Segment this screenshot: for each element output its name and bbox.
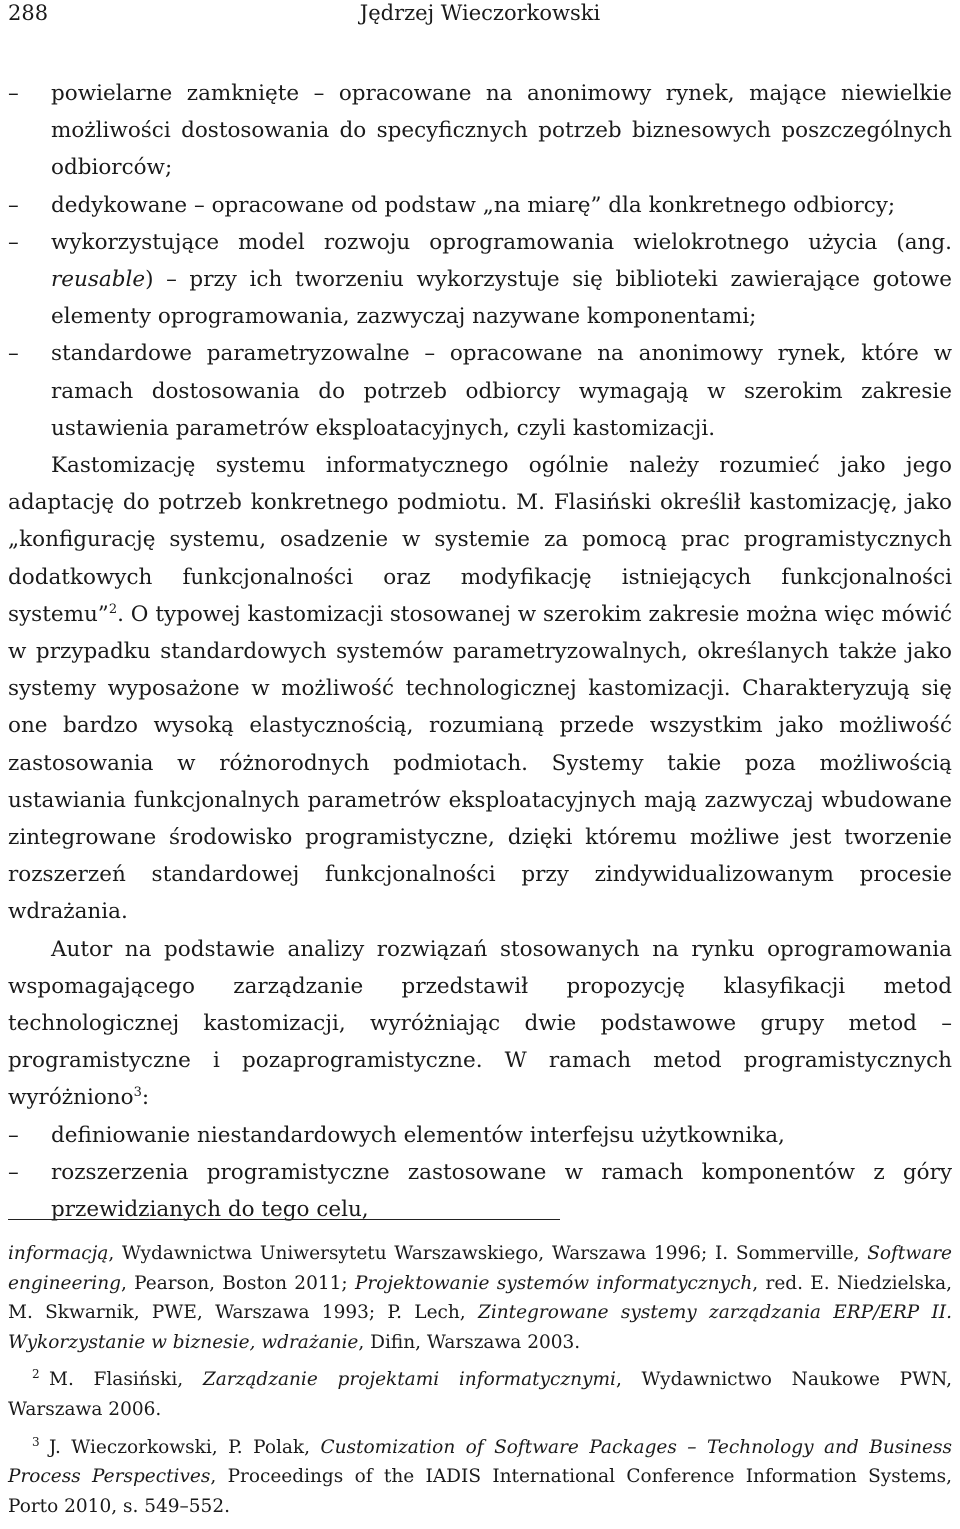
paragraph: [8, 931, 952, 1117]
list-item-text: wykorzystujące model rozwoju oprogramowania wielokrotnego użycia (ang.: [51, 229, 952, 255]
footnote-reference[interactable]: 2: [108, 601, 118, 617]
paragraph-text: :: [141, 1085, 150, 1111]
list-item: [8, 335, 952, 447]
footnote-text: , red. E. Niedzielska, M. Skwarnik, PWE, Warszawa 1993; P. Lech,: [8, 1272, 953, 1324]
footnote-text: , Wydawnictwa Uniwersytetu Warszawskiego, Warszawa 1996; I. Sommerville,: [108, 1243, 868, 1264]
footnote-reference[interactable]: 3: [133, 1085, 142, 1101]
classification-list: [8, 75, 952, 447]
paragraph-text: . O typowej kastomizacji stosowanej w szerokim zakresie można więc mówić w przypadku standardowych systemów parametryzowalnych, określanych także jako systemy wyposażone w możliwość technologicznej kastomizacji. Charakteryzują się one bardzo wysoką elastycznością, rozumianą przede wszystkim jako możliwość zastosowania w różnorodnych podmiotach. Systemy takie poza możliwością ustawiania funkcjonalnych parametrów eksploatacyjnych mają zazwyczaj wbudowane zintegrowane środowisko programistyczne, dzięki któremu możliwe jest tworzenie rozszerzeń standardowej funkcjonalności przy zindywidualizowanym procesie wdrażania.: [8, 601, 952, 925]
footnotes: [8, 1239, 952, 1529]
footnote-text: Software engineering: [8, 1243, 952, 1294]
list-item-text: definiowanie niestandardowych elementów interfejsu użytkownika,: [51, 1122, 785, 1148]
footnote-3: 3 J. Wieczorkowski, P. Polak, Customization of Software Packages – Technology and Business Process Perspectives, Proceedings of the IADIS International Conference Information Systems, Porto 2010, s. 549–552.: [8, 1434, 952, 1517]
body-text: [8, 75, 952, 1228]
paragraph-text: Autor na podstawie analizy rozwiązań stosowanych na rynku oprogramowania wspomagającego zarządzanie przedstawił propozycję klasyfikacji metod technologicznej kastomizacji, wyróżniając dwie podstawowe grupy metod – programistyczne i pozaprogramistyczne. W ramach metod programistycznych wyróżniono: [8, 936, 952, 1111]
footnote-text: , Difin, Warszawa 2003.: [358, 1331, 581, 1353]
footnote-text: , Pearson, Boston 2011;: [120, 1272, 355, 1294]
paragraph-text: Kastomizację systemu informatycznego ogólnie należy rozumieć jako jego adaptację do potrzeb konkretnego podmiotu. M. Flasiński określił kastomizację, jako „konfigurację systemu, osadzenie w systemie za pomocą prac programistycznych dodatkowych funkcjonalności oraz modyfikację istniejących funkcjonalności systemu”: [8, 453, 952, 627]
page-header: [0, 0, 960, 30]
list-item: [8, 1154, 952, 1228]
italic-term: reusable: [51, 267, 146, 293]
list-item-text: dedykowane – opracowane od podstaw „na miarę” dla konkretnego odbiorcy;: [51, 192, 896, 218]
footnote-continued: [8, 1239, 952, 1357]
footnote-text: , Wydawnictwo Naukowe PWN, Warszawa 2006.: [8, 1369, 952, 1420]
footnote-text: Projektowanie systemów informatycznych: [354, 1272, 753, 1294]
paragraph: [8, 447, 952, 931]
footnote-text: M. Flasiński,: [49, 1369, 203, 1391]
footnote-text: J. Wieczorkowski, P. Polak,: [49, 1436, 321, 1458]
footnote-text: Zintegrowane systemy zarządzania ERP/ERP II. Wykorzystanie w biznesie, wdrażanie: [8, 1302, 952, 1353]
footnote-text: Customization of Software Packages – Technology and Business Process Perspectives: [8, 1436, 952, 1488]
method-list: [8, 1117, 952, 1229]
running-head: Jędrzej Wieczorkowski: [359, 1, 601, 25]
footnote-text: informacją: [8, 1243, 109, 1264]
list-item-text: rozszerzenia programistyczne zastosowane w ramach komponentów z góry przewidzianych do tego celu,: [51, 1159, 952, 1223]
list-item: [8, 1117, 952, 1154]
footnote-2: 2 M. Flasiński, Zarządzanie projektami informatycznymi, Wydawnictwo Naukowe PWN, Warszawa 2006.: [8, 1367, 952, 1420]
list-item: [8, 224, 952, 336]
footnote-text: Zarządzanie projektami informatycznymi: [202, 1369, 616, 1391]
list-item-text: ) – przy ich tworzeniu wykorzystuje się biblioteki zawierające gotowe elementy oprogramowania, zazwyczaj nazywane komponentami;: [51, 267, 952, 330]
footnote-text: , Proceedings of the IADIS International Conference Information Systems, Porto 2010, s. 549–552.: [8, 1466, 952, 1517]
list-item: [8, 187, 952, 224]
footnote-separator: [8, 1219, 560, 1220]
list-item-text: standardowe parametryzowalne – opracowane na anonimowy rynek, które w ramach dostosowania do potrzeb odbiorcy wymagają w szerokim zakresie ustawienia parametrów eksploatacyjnych, czyli kastomizacji.: [51, 341, 952, 441]
list-item-text: powielarne zamknięte – opracowane na anonimowy rynek, mające niewielkie możliwości dostosowania do specyficznych potrzeb biznesowych poszczególnych odbiorców;: [51, 81, 952, 181]
page-number: 288: [8, 1, 49, 25]
list-item: [8, 75, 952, 187]
